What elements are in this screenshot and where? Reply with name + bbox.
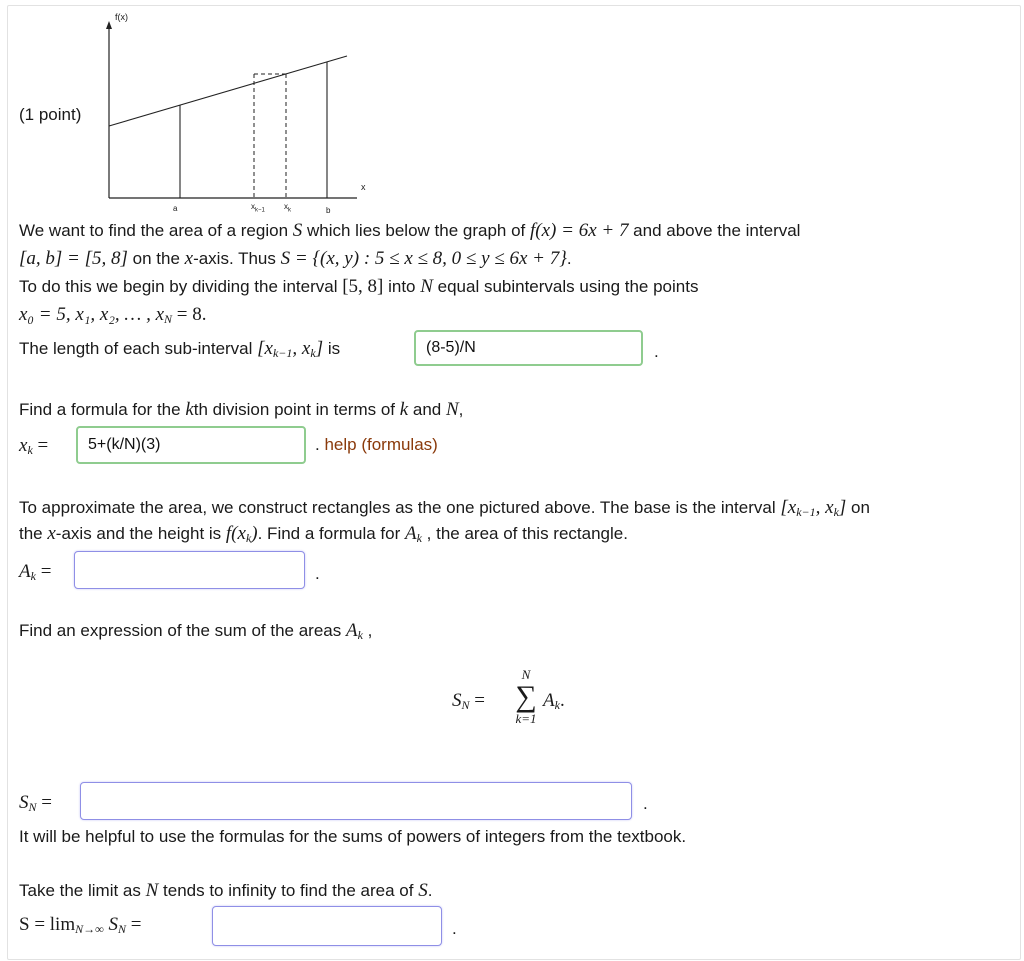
help-formulas-link[interactable]: help (formulas) <box>324 435 438 454</box>
q5-text: Take the limit as N tends to infinity to find the area of S. <box>19 880 433 901</box>
q1-text: The length of each sub-interval [$x_{k-1}$, $x_k$] is <box>19 338 341 360</box>
q3-line-2: the x-axis and the height is $f(x_k)$. Find a formula for $A_k$ , the area of this rectangle. <box>19 523 628 545</box>
sigma-symbol: ∑ <box>515 680 537 713</box>
label-xk: $x_k$ <box>284 202 291 214</box>
q5-period: . <box>452 919 457 938</box>
q4-text: Find an expression of the sum of the areas $A_k$ , <box>19 620 373 642</box>
q2-text: Find a formula for the kth division point in terms of k and N, <box>19 399 464 420</box>
points-label: (1 point) <box>19 105 82 124</box>
q3-line-1: To approximate the area, we construct rectangles as the one pictured above. The base is the interval [$x_{k-1}$, $x_k$] on <box>19 497 870 519</box>
q2-lhs: $x_k$ = <box>19 435 49 457</box>
area-limit-input[interactable] <box>212 906 442 946</box>
intro-line-2: [a, b] = [5, 8] on the x-axis. Thus S = {(x, y) : 5 ≤ x ≤ 8, 0 ≤ y ≤ 6x + 7}. <box>19 248 572 269</box>
q1-period: . <box>654 342 659 361</box>
q3-lhs: $A_k$ = <box>19 561 52 583</box>
q5-lhs: $S = \lim_{N\to\infty} S_N$ = <box>19 914 142 936</box>
riemann-graph-svg <box>95 12 369 216</box>
x-axis-label: x <box>361 182 366 192</box>
division-point-input[interactable] <box>76 426 306 464</box>
label-b: b <box>326 206 331 215</box>
sigma-block: N ∑ k=1 <box>512 668 540 726</box>
q4-period: . <box>643 794 648 813</box>
q2-after: . help (formulas) <box>315 435 438 454</box>
riemann-graph <box>95 12 369 216</box>
y-axis-label: f(x) <box>115 12 128 22</box>
label-a: a <box>173 204 178 213</box>
rectangle-area-input[interactable] <box>74 551 305 589</box>
sum-expression-input[interactable] <box>80 782 632 820</box>
intro-line-1: We want to find the area of a region S which lies below the graph of f(x) = 6x + 7 and above the interval <box>19 220 801 241</box>
q4-hint: It will be helpful to use the formulas for the sums of powers of integers from the textbook. <box>19 827 687 846</box>
q4-lhs: $S_N$ = <box>19 792 52 814</box>
subinterval-length-input[interactable] <box>414 330 643 366</box>
label-xk-1: $x_{k-1}$ <box>251 202 265 214</box>
sum-formula-lhs: $S_N$ = <box>452 690 485 712</box>
intro-line-3: To do this we begin by dividing the interval [5, 8] into N equal subintervals using the points <box>19 276 699 297</box>
intro-line-4: x₀ = 5, x₁, x₂, … , $x_N = 8$. <box>19 304 207 326</box>
sum-formula-rhs: $A_k$. <box>543 690 565 712</box>
q3-period: . <box>315 564 320 583</box>
